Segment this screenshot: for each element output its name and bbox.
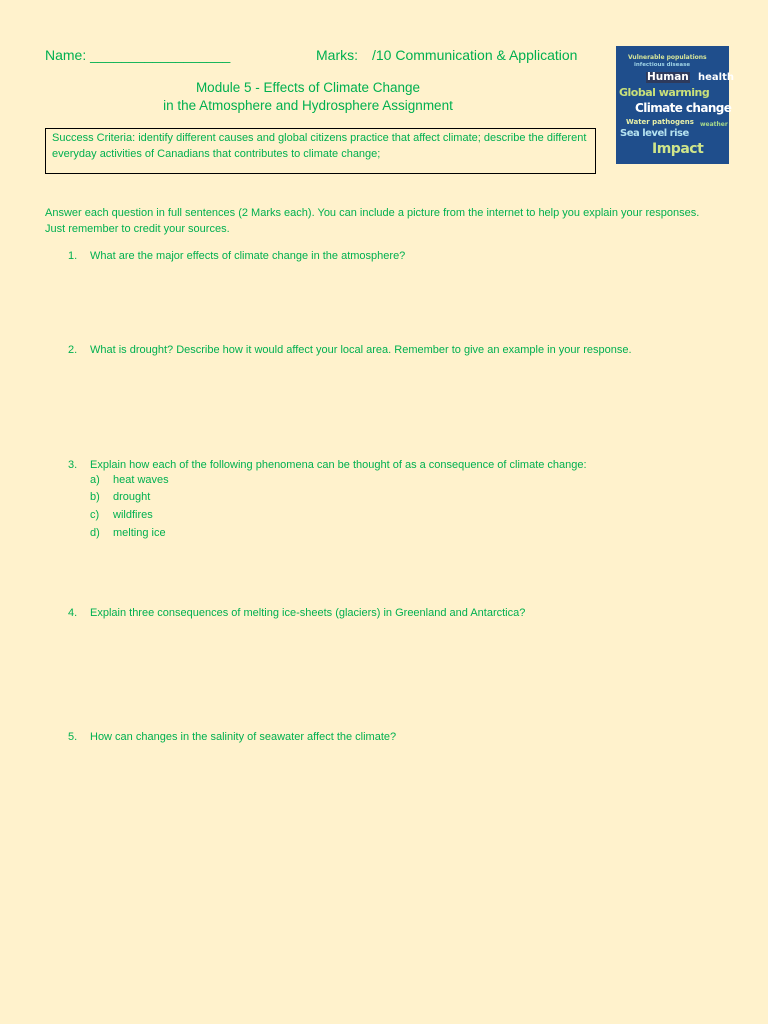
marks-prefix: Marks: — [316, 47, 358, 63]
word-cloud-word: Global warming — [619, 86, 710, 99]
title-line-1: Module 5 - Effects of Climate Change — [195, 80, 421, 95]
sub-item-text: drought — [113, 491, 151, 503]
climate-change-word-cloud-image — [616, 46, 734, 164]
word-cloud-word: Climate change — [635, 101, 732, 115]
question-number: 4. — [68, 607, 78, 619]
sub-item-letter: b) — [90, 491, 100, 503]
word-cloud-word: Vulnerable populations — [628, 54, 707, 61]
word-cloud-word: weather — [700, 121, 728, 128]
name-field-label: Name: __________________ — [45, 47, 231, 63]
sub-item-text: wildfires — [113, 509, 153, 521]
word-cloud-word: Impact — [652, 141, 704, 157]
question-text: Explain three consequences of melting ice-sheets (glaciers) in Greenland and Antarctica? — [90, 607, 526, 619]
question-number: 2. — [68, 344, 78, 356]
sub-item-letter: c) — [90, 509, 100, 521]
success-criteria-box: Success Criteria: identify different causes and global citizens practice that affect climate; describe the different everyday activities of Canadians that contributes to climate change; — [45, 128, 596, 174]
question-text: What is drought? Describe how it would affect your local area. Remember to give an example in your response. — [90, 344, 632, 356]
marks-label — [316, 47, 577, 63]
sub-item-letter: a) — [90, 474, 100, 486]
sub-item-letter: d) — [90, 527, 100, 539]
sub-item-text: melting ice — [113, 527, 166, 539]
marks-value: /10 Communication & Application — [372, 47, 578, 63]
word-cloud-word: health — [698, 72, 734, 83]
question-text: What are the major effects of climate change in the atmosphere? — [90, 250, 406, 262]
question-text: How can changes in the salinity of seawater affect the climate? — [90, 731, 397, 743]
question-number: 3. — [68, 459, 78, 471]
title-line-2: in the Atmosphere and Hydrosphere Assignment — [163, 98, 453, 113]
instructions: Answer each question in full sentences (2 Marks each). You can include a picture from the internet to help you explain your responses. Just remember to credit your sources. — [45, 207, 700, 235]
word-cloud-word: Sea level rise — [620, 128, 689, 139]
question-number: 1. — [68, 250, 78, 262]
question-number: 5. — [68, 731, 78, 743]
word-cloud-word: Human — [647, 71, 689, 83]
word-cloud-word: infectious disease — [634, 62, 691, 68]
question-text: Explain how each of the following phenomena can be thought of as a consequence of climate change: — [90, 459, 587, 471]
sub-item-text: heat waves — [113, 474, 169, 486]
word-cloud-word: Water pathogens — [626, 118, 694, 126]
